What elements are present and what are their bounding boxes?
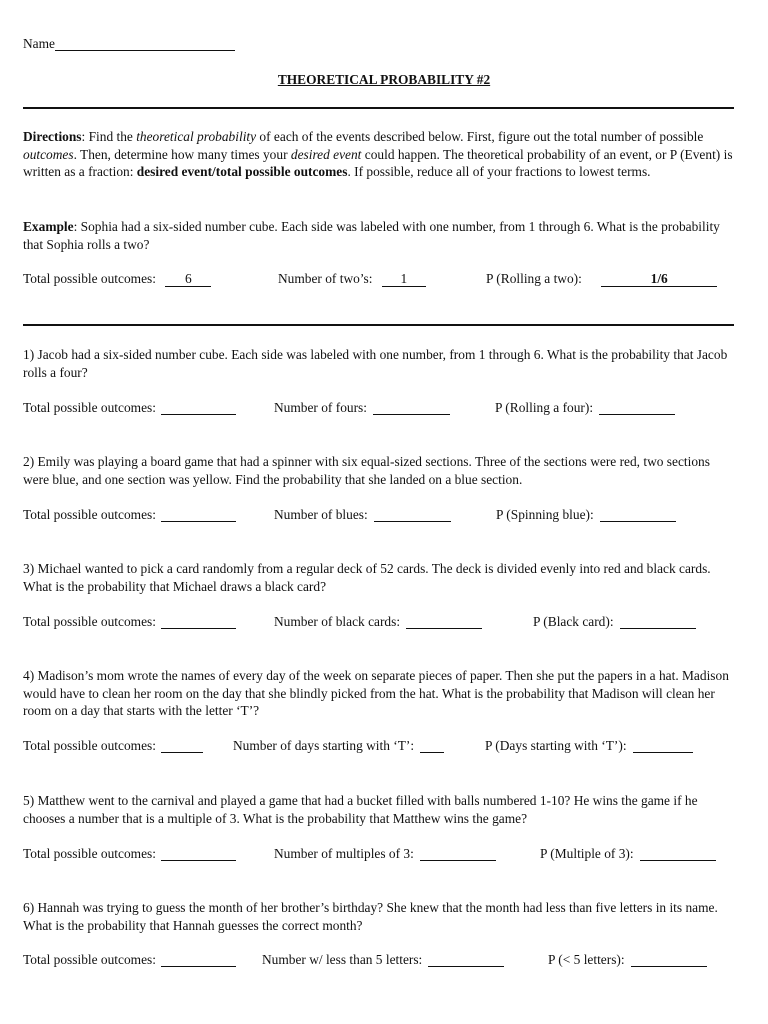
problem-6-total[interactable] bbox=[23, 952, 236, 968]
total-outcomes-label: Total possible outcomes: bbox=[23, 507, 156, 522]
count-blank[interactable] bbox=[428, 952, 504, 967]
problem-3-p[interactable] bbox=[533, 614, 696, 630]
problem-4-p[interactable] bbox=[485, 738, 693, 754]
divider-top bbox=[23, 107, 734, 109]
total-outcomes-blank[interactable] bbox=[161, 507, 236, 522]
total-outcomes-label: Total possible outcomes: bbox=[23, 738, 156, 753]
problem-1-text: 1) Jacob had a six-sided number cube. Each side was labeled with one number, from 1 through 6. What is the probability that Jacob rolls a four? bbox=[23, 347, 728, 380]
example-p-value: 1/6 bbox=[601, 271, 717, 287]
divider-middle bbox=[23, 324, 734, 326]
total-outcomes-label: Total possible outcomes: bbox=[23, 846, 156, 861]
probability-blank[interactable] bbox=[620, 614, 696, 629]
example-total-value: 6 bbox=[165, 271, 211, 287]
problem-2-text: 2) Emily was playing a board game that had a spinner with six equal-sized sections. Three of the sections were red, two sections were blue, and one section was yellow. Find the probability that she landed on a blue section. bbox=[23, 454, 710, 487]
problem-5-p[interactable] bbox=[540, 846, 716, 862]
count-blank[interactable] bbox=[373, 400, 450, 415]
problem-4-text: 4) Madison’s mom wrote the names of every day of the week on separate pieces of paper. Then she put the papers in a hat. Madison would have to clean her room on the day that she blindly picked from the hat. What is the probability that Madison will clean her room on a day that starts with the letter ‘T’? bbox=[23, 668, 729, 718]
problem-6-p[interactable] bbox=[548, 952, 707, 968]
example-p-row bbox=[486, 271, 717, 287]
example-total-label: Total possible outcomes: bbox=[23, 271, 156, 286]
count-label: Number of days starting with ‘T’: bbox=[233, 738, 415, 753]
problem-1-p[interactable] bbox=[495, 400, 675, 416]
problem-1-count[interactable] bbox=[274, 400, 450, 416]
total-outcomes-blank[interactable] bbox=[161, 952, 236, 967]
count-label: Number of multiples of 3: bbox=[274, 846, 414, 861]
count-blank[interactable] bbox=[374, 507, 451, 522]
directions-emphasis: outcomes bbox=[23, 146, 74, 162]
directions-bold: desired event/total possible outcomes bbox=[136, 164, 348, 179]
name-blank[interactable] bbox=[55, 36, 235, 51]
directions-paragraph bbox=[23, 128, 738, 181]
example-paragraph bbox=[23, 218, 738, 253]
probability-blank[interactable] bbox=[631, 952, 707, 967]
example-total-row bbox=[23, 271, 211, 287]
probability-label: P (Days starting with ‘T’): bbox=[485, 738, 627, 753]
example-text: : Sophia had a six-sided number cube. Each side was labeled with one number, from 1 through 6. What is the probability that Sophia rolls a two? bbox=[23, 219, 720, 252]
problem-2-count[interactable] bbox=[274, 507, 451, 523]
problem-5-count[interactable] bbox=[274, 846, 496, 862]
directions-text: . Then, determine how many times your bbox=[73, 146, 291, 162]
example-label: Example bbox=[23, 219, 74, 234]
problem-6-count[interactable] bbox=[262, 952, 504, 968]
total-outcomes-label: Total possible outcomes: bbox=[23, 614, 156, 629]
problem-3-total[interactable] bbox=[23, 614, 236, 630]
count-label: Number of black cards: bbox=[274, 614, 401, 629]
count-blank[interactable] bbox=[420, 738, 444, 753]
directions-label: Directions bbox=[23, 129, 82, 144]
total-outcomes-label: Total possible outcomes: bbox=[23, 952, 156, 967]
problem-6-text: 6) Hannah was trying to guess the month of her brother’s birthday? She knew that the month had less than five letters in its name. What is the probability that Hannah guesses the correct month? bbox=[23, 900, 718, 933]
probability-blank[interactable] bbox=[633, 738, 693, 753]
total-outcomes-label: Total possible outcomes: bbox=[23, 400, 156, 415]
example-count-row bbox=[278, 271, 426, 287]
name-field[interactable] bbox=[23, 36, 235, 52]
directions-emphasis: theoretical probability bbox=[136, 129, 257, 144]
problem-2-total[interactable] bbox=[23, 507, 236, 523]
problem-2-p[interactable] bbox=[496, 507, 676, 523]
problem-3-count[interactable] bbox=[274, 614, 482, 630]
name-label: Name bbox=[23, 36, 55, 51]
example-p-label: P (Rolling a two): bbox=[486, 271, 582, 286]
probability-label: P (Multiple of 3): bbox=[540, 846, 634, 861]
problem-5-text: 5) Matthew went to the carnival and played a game that had a bucket filled with balls numbered 1-10? He wins the game if he chooses a number that is a multiple of 3. What is the probability that Matthew wins the game? bbox=[23, 793, 698, 826]
problem-5-total[interactable] bbox=[23, 846, 236, 862]
probability-blank[interactable] bbox=[640, 846, 716, 861]
probability-blank[interactable] bbox=[600, 507, 676, 522]
directions-text: . If possible, reduce all of your fractions to lowest terms. bbox=[347, 164, 651, 179]
directions-text: of each of the events described below. First, figure out the total number of possible bbox=[256, 129, 704, 144]
directions-text: : Find the bbox=[81, 129, 137, 144]
count-label: Number of blues: bbox=[274, 507, 368, 522]
count-blank[interactable] bbox=[420, 846, 496, 861]
problem-3-text: 3) Michael wanted to pick a card randomly from a regular deck of 52 cards. The deck is divided evenly into red and black cards. What is the probability that Michael draws a black card? bbox=[23, 561, 711, 594]
count-label: Number of fours: bbox=[274, 400, 367, 415]
count-label: Number w/ less than 5 letters: bbox=[262, 952, 423, 967]
total-outcomes-blank[interactable] bbox=[161, 400, 236, 415]
total-outcomes-blank[interactable] bbox=[161, 738, 203, 753]
probability-blank[interactable] bbox=[599, 400, 675, 415]
total-outcomes-blank[interactable] bbox=[161, 846, 236, 861]
problem-1-total[interactable] bbox=[23, 400, 236, 416]
problem-4-count[interactable] bbox=[233, 738, 444, 754]
probability-label: P (Spinning blue): bbox=[496, 507, 594, 522]
example-count-value: 1 bbox=[382, 271, 426, 287]
probability-label: P (Black card): bbox=[533, 614, 614, 629]
directions-text: could happen. The theoretical probability of an event, or P (Event) is written as a fraction: bbox=[23, 146, 733, 179]
total-outcomes-blank[interactable] bbox=[161, 614, 236, 629]
problem-4-total[interactable] bbox=[23, 738, 203, 754]
page-title: THEORETICAL PROBABILITY #2 bbox=[277, 72, 491, 87]
probability-label: P (< 5 letters): bbox=[548, 952, 625, 967]
count-blank[interactable] bbox=[406, 614, 482, 629]
example-count-label: Number of two’s: bbox=[278, 271, 373, 286]
probability-label: P (Rolling a four): bbox=[495, 400, 594, 415]
directions-emphasis: desired event bbox=[290, 146, 362, 162]
